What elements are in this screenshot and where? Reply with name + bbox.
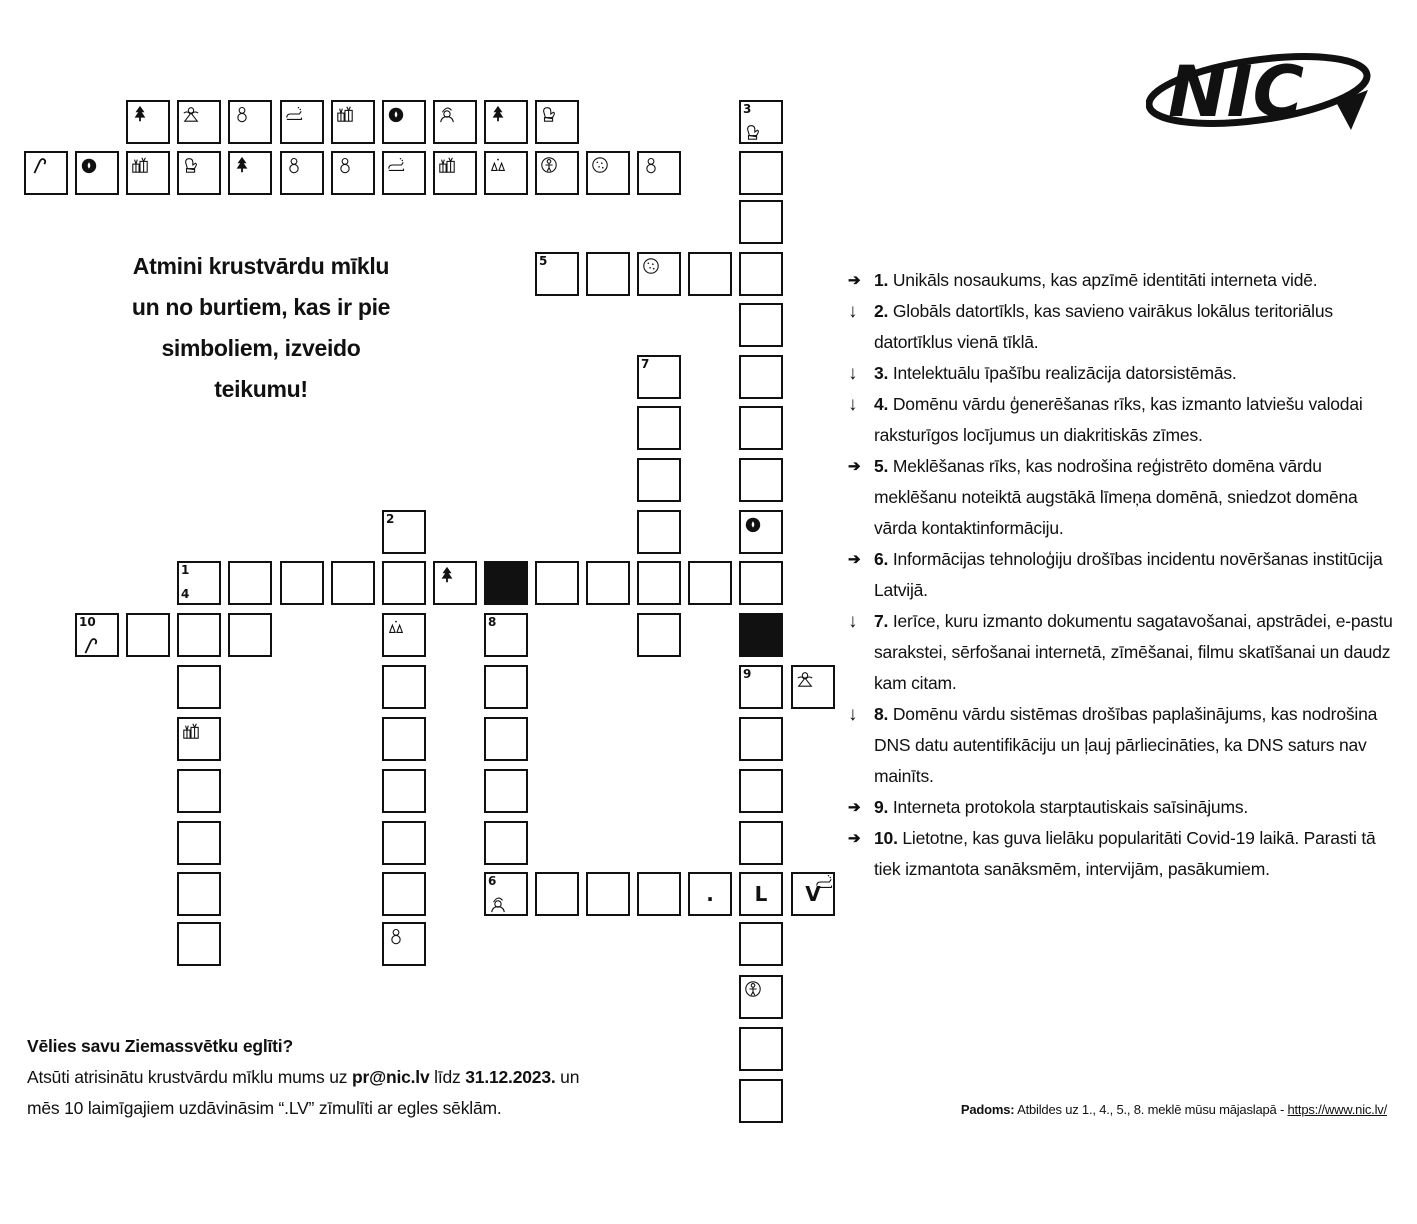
crossword-cell[interactable] bbox=[637, 510, 681, 554]
crossword-cell[interactable] bbox=[739, 100, 783, 144]
clue-item bbox=[848, 296, 1393, 358]
clue-text: Unikāls nosaukums, kas apzīmē identitāti interneta vidē. bbox=[888, 270, 1318, 290]
gingerbread-icon bbox=[540, 156, 558, 174]
arrow-right-icon: ➔ bbox=[848, 272, 861, 289]
crossword-cell[interactable] bbox=[791, 665, 835, 709]
crossword-cell[interactable] bbox=[739, 922, 783, 966]
clue-number: 2. bbox=[874, 301, 889, 321]
gifts-icon bbox=[438, 156, 456, 174]
snowman-icon bbox=[642, 156, 660, 174]
promo-text: Atsūti atrisinātu krustvārdu mīklu mums uz bbox=[27, 1067, 352, 1087]
clue-item bbox=[848, 823, 1393, 885]
heading-line: simboliem, izveido bbox=[161, 335, 361, 361]
crossword-cell[interactable] bbox=[177, 100, 221, 144]
clue-text: Globāls datortīkls, kas savieno vairākus lokālus teritoriālus datortīklus vienā tīklā. bbox=[874, 301, 1333, 352]
hint bbox=[961, 1101, 1387, 1119]
crossword-cell[interactable] bbox=[177, 872, 221, 916]
crossword-cell[interactable] bbox=[75, 613, 119, 657]
crossword-cell[interactable] bbox=[484, 665, 528, 709]
crossword-cell[interactable] bbox=[126, 100, 170, 144]
crossword-cell[interactable] bbox=[739, 821, 783, 865]
crossword-cell[interactable] bbox=[331, 151, 375, 195]
clue-number-label: 5 bbox=[539, 254, 548, 268]
clue-item bbox=[848, 544, 1393, 606]
clue-item bbox=[848, 358, 1393, 389]
hint-text: Atbildes uz 1., 4., 5., 8. meklē mūsu mājaslapā - bbox=[1014, 1102, 1288, 1117]
ornament-icon bbox=[80, 156, 98, 174]
crossword-cell[interactable] bbox=[484, 821, 528, 865]
crossword-cell[interactable] bbox=[484, 717, 528, 761]
crossword-cell[interactable] bbox=[177, 922, 221, 966]
crossword-cell[interactable] bbox=[75, 151, 119, 195]
arrow-down-icon: ↓ bbox=[848, 363, 858, 384]
crossword-cell[interactable] bbox=[280, 151, 324, 195]
crossword-cell[interactable] bbox=[382, 151, 426, 195]
crossword-cell[interactable] bbox=[382, 821, 426, 865]
crossword-cell[interactable] bbox=[331, 561, 375, 605]
tree-icon bbox=[489, 105, 507, 123]
crossword-cell[interactable] bbox=[739, 975, 783, 1019]
clue-number-label: 3 bbox=[743, 102, 752, 116]
clue-number-label: 7 bbox=[641, 357, 650, 371]
arrow-down-icon: ↓ bbox=[848, 301, 858, 322]
ornament-icon bbox=[744, 515, 762, 533]
ornament-icon bbox=[387, 105, 405, 123]
crossword-cell[interactable] bbox=[739, 561, 783, 605]
puzzle-heading bbox=[108, 246, 414, 410]
crossword-cell[interactable] bbox=[586, 561, 630, 605]
clue-list bbox=[848, 265, 1393, 885]
clue-item bbox=[848, 451, 1393, 544]
arrow-right-icon: ➔ bbox=[848, 551, 861, 568]
crossword-cell[interactable] bbox=[535, 252, 579, 296]
santa-icon bbox=[489, 895, 507, 913]
crossword-cell[interactable] bbox=[688, 252, 732, 296]
crossword-cell[interactable] bbox=[739, 1027, 783, 1071]
crossword-cell[interactable] bbox=[331, 100, 375, 144]
mitten-icon bbox=[540, 105, 558, 123]
crossword-cell[interactable] bbox=[637, 872, 681, 916]
promo-text: un bbox=[555, 1067, 580, 1087]
gingerbread-icon bbox=[744, 980, 762, 998]
clue-text: Lietotne, kas guva lielāku popularitāti Covid-19 laikā. Parasti tā tiek izmantota sanāksmēm, intervijām, pasākumiem. bbox=[874, 828, 1376, 879]
crossword-cell[interactable] bbox=[382, 510, 426, 554]
crossword-cell[interactable] bbox=[586, 252, 630, 296]
candy-cane-icon bbox=[29, 156, 47, 174]
tree-icon bbox=[131, 105, 149, 123]
crossword-cell[interactable] bbox=[739, 355, 783, 399]
crossword-cell[interactable] bbox=[637, 613, 681, 657]
arrow-right-icon: ➔ bbox=[848, 458, 861, 475]
promo-block bbox=[27, 1031, 647, 1124]
crossword-cell[interactable] bbox=[433, 151, 477, 195]
clue-item bbox=[848, 699, 1393, 792]
clue-number: 4. bbox=[874, 394, 889, 414]
candy-cane-icon bbox=[80, 636, 98, 654]
clue-text: Interneta protokola starptautiskais saīsinājums. bbox=[888, 797, 1249, 817]
crossword-cell[interactable] bbox=[126, 151, 170, 195]
crossword-cell[interactable] bbox=[382, 717, 426, 761]
crossword-cell[interactable] bbox=[126, 613, 170, 657]
clue-number: 9. bbox=[874, 797, 889, 817]
given-letter: . bbox=[706, 882, 714, 906]
crossword-cell[interactable] bbox=[484, 872, 528, 916]
promo-date: 31.12.2023. bbox=[465, 1067, 556, 1087]
black-cell bbox=[739, 613, 783, 657]
crossword-cell[interactable] bbox=[535, 151, 579, 195]
crossword-cell[interactable] bbox=[228, 613, 272, 657]
clue-number-label: 9 bbox=[743, 667, 752, 681]
snowman-icon bbox=[336, 156, 354, 174]
crossword-cell[interactable] bbox=[24, 151, 68, 195]
crossword-cell[interactable] bbox=[484, 769, 528, 813]
clue-number: 10. bbox=[874, 828, 898, 848]
crossword-cell[interactable] bbox=[177, 769, 221, 813]
clue-number-label: 6 bbox=[488, 874, 497, 888]
crossword-cell[interactable] bbox=[637, 561, 681, 605]
crossword-cell[interactable] bbox=[177, 821, 221, 865]
arrow-down-icon: ↓ bbox=[848, 611, 858, 632]
crossword-cell[interactable] bbox=[177, 665, 221, 709]
clue-item bbox=[848, 265, 1393, 296]
crossword-cell[interactable] bbox=[382, 769, 426, 813]
crossword-cell[interactable] bbox=[637, 458, 681, 502]
clue-number-label: 4 bbox=[181, 587, 190, 601]
crossword-cell[interactable] bbox=[739, 717, 783, 761]
crossword-cell[interactable] bbox=[382, 922, 426, 966]
crossword-cell[interactable] bbox=[637, 355, 681, 399]
clue-text: Domēnu vārdu ģenerēšanas rīks, kas izmanto latviešu valodai raksturīgos locījumus un diakritiskās zīmes. bbox=[874, 394, 1363, 445]
crossword-cell[interactable] bbox=[535, 561, 579, 605]
clue-number-label: 8 bbox=[488, 615, 497, 629]
mitten-icon bbox=[744, 123, 762, 141]
crossword-cell[interactable] bbox=[739, 872, 783, 916]
clue-item bbox=[848, 606, 1393, 699]
crossword-cell[interactable] bbox=[382, 613, 426, 657]
santa-icon bbox=[438, 105, 456, 123]
crossword-cell[interactable] bbox=[739, 769, 783, 813]
promo-line bbox=[27, 1062, 647, 1093]
crossword-cell[interactable] bbox=[382, 872, 426, 916]
gifts-icon bbox=[336, 105, 354, 123]
arrow-down-icon: ↓ bbox=[848, 394, 858, 415]
crossword-cell[interactable] bbox=[177, 151, 221, 195]
sleigh-icon bbox=[815, 873, 833, 891]
sleigh-icon bbox=[285, 105, 303, 123]
crossword-cell[interactable] bbox=[484, 151, 528, 195]
hint-label: Padoms: bbox=[960, 1102, 1015, 1117]
crossword-cell[interactable] bbox=[739, 406, 783, 450]
clue-number: 8. bbox=[874, 704, 889, 724]
clue-text: Meklēšanas rīks, kas nodrošina reģistrēto domēna vārdu meklēšanu noteiktā augstākā līmeņa domēnā, sniedzot domēna vārda kontaktinformāciju. bbox=[874, 456, 1358, 538]
crossword-cell[interactable] bbox=[637, 406, 681, 450]
angel-icon bbox=[182, 105, 200, 123]
crossword-cell[interactable] bbox=[433, 561, 477, 605]
arrow-right-icon: ➔ bbox=[848, 799, 861, 816]
arrow-right-icon: ➔ bbox=[848, 830, 861, 847]
gifts-icon bbox=[182, 722, 200, 740]
sleigh-icon bbox=[387, 156, 405, 174]
crossword-cell[interactable] bbox=[739, 200, 783, 244]
crossword-cell[interactable] bbox=[739, 665, 783, 709]
mitten-icon bbox=[182, 156, 200, 174]
black-cell bbox=[484, 561, 528, 605]
clue-number-label: 10 bbox=[79, 615, 96, 629]
logo-text: NIC bbox=[1168, 51, 1305, 133]
cookie-icon bbox=[591, 156, 609, 174]
clue-number: 6. bbox=[874, 549, 889, 569]
bells-icon bbox=[489, 156, 507, 174]
promo-title: Vēlies savu Ziemassvētku eglīti? bbox=[27, 1036, 293, 1056]
crossword-cell[interactable] bbox=[382, 561, 426, 605]
crossword-cell[interactable] bbox=[228, 561, 272, 605]
clue-number: 7. bbox=[874, 611, 889, 631]
angel-icon bbox=[796, 670, 814, 688]
heading-line: Atmini krustvārdu mīklu bbox=[132, 253, 390, 279]
given-letter: V bbox=[805, 882, 821, 906]
crossword-cell[interactable] bbox=[586, 872, 630, 916]
promo-text: līdz bbox=[429, 1067, 466, 1087]
clue-text: Domēnu vārdu sistēmas drošības paplašinājums, kas nodrošina DNS datu autentifikāciju un ļauj pārliecināties, ka DNS saturs nav mainīts. bbox=[874, 704, 1378, 786]
crossword-cell[interactable] bbox=[535, 872, 579, 916]
clue-number-label: 1 bbox=[181, 563, 190, 577]
crossword-cell[interactable] bbox=[177, 561, 221, 605]
crossword-cell[interactable] bbox=[739, 458, 783, 502]
crossword-cell[interactable] bbox=[280, 561, 324, 605]
crossword-cell[interactable] bbox=[535, 100, 579, 144]
crossword-cell[interactable] bbox=[739, 510, 783, 554]
crossword-cell[interactable] bbox=[228, 151, 272, 195]
clue-text: Ierīce, kuru izmanto dokumentu sagatavošanai, apstrādei, e-pastu sarakstei, sērfošanai internetā, zīmēšanai, filmu skatīšanai un daudz kam citam. bbox=[874, 611, 1393, 693]
crossword-cell[interactable] bbox=[177, 613, 221, 657]
promo-email: pr@nic.lv bbox=[351, 1067, 430, 1087]
snowman-icon bbox=[233, 105, 251, 123]
given-letter: L bbox=[754, 882, 768, 906]
snowman-icon bbox=[285, 156, 303, 174]
heading-line: un no burtiem, kas ir pie bbox=[131, 294, 391, 320]
tree-icon bbox=[438, 566, 456, 584]
gifts-icon bbox=[131, 156, 149, 174]
crossword-cell[interactable] bbox=[637, 151, 681, 195]
clue-number: 5. bbox=[874, 456, 889, 476]
crossword-cell[interactable] bbox=[791, 872, 835, 916]
crossword-cell[interactable] bbox=[484, 613, 528, 657]
crossword-cell[interactable] bbox=[637, 252, 681, 296]
bells-icon bbox=[387, 618, 405, 636]
clue-item bbox=[848, 389, 1393, 451]
crossword-cell[interactable] bbox=[739, 252, 783, 296]
clue-text: Intelektuālu īpašību realizācija datorsistēmās. bbox=[888, 363, 1237, 383]
clue-text: Informācijas tehnoloģiju drošības incidentu novēršanas institūcija Latvijā. bbox=[874, 549, 1383, 600]
crossword-cell[interactable] bbox=[177, 717, 221, 761]
crossword-cell[interactable] bbox=[739, 151, 783, 195]
crossword-cell[interactable] bbox=[484, 100, 528, 144]
hint-link[interactable]: https://www.nic.lv/ bbox=[1287, 1102, 1387, 1117]
heading-line: teikumu! bbox=[214, 376, 308, 402]
crossword-cell[interactable] bbox=[739, 303, 783, 347]
crossword-cell[interactable] bbox=[382, 100, 426, 144]
clue-number: 1. bbox=[874, 270, 889, 290]
snowman-icon bbox=[387, 927, 405, 945]
clue-item bbox=[848, 792, 1393, 823]
arrow-down-icon: ↓ bbox=[848, 704, 858, 725]
crossword-cell[interactable] bbox=[586, 151, 630, 195]
clue-number: 3. bbox=[874, 363, 889, 383]
crossword-cell[interactable] bbox=[739, 1079, 783, 1123]
crossword-cell[interactable] bbox=[280, 100, 324, 144]
crossword-cell[interactable] bbox=[382, 665, 426, 709]
crossword-cell[interactable] bbox=[433, 100, 477, 144]
crossword-cell[interactable] bbox=[688, 561, 732, 605]
clue-number-label: 2 bbox=[386, 512, 395, 526]
crossword-cell[interactable] bbox=[688, 872, 732, 916]
promo-line: mēs 10 laimīgajiem uzdāvināsim “.LV” zīmulīti ar egles sēklām. bbox=[27, 1098, 502, 1118]
crossword-cell[interactable] bbox=[228, 100, 272, 144]
tree-icon bbox=[233, 156, 251, 174]
cookie-icon bbox=[642, 257, 660, 275]
